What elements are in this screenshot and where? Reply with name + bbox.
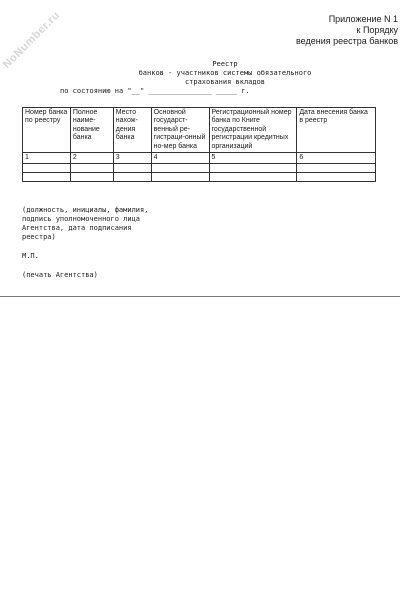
registry-table: [22, 107, 376, 182]
column-header: Регистрационный номер банка по Книге государственной регистрации кредитных организаций: [209, 108, 297, 153]
signature-caption-line-1: (должность, инициалы, фамилия,: [22, 206, 149, 214]
column-number: 3: [113, 153, 151, 164]
appendix-note: [296, 14, 398, 47]
table-cell: [151, 173, 209, 182]
watermark: NoNumber.ru: [0, 9, 63, 71]
table-cell: [209, 173, 297, 182]
column-number: 6: [297, 153, 376, 164]
column-header: Дата внесения банка в реестр: [297, 108, 376, 153]
column-number-row: [23, 153, 376, 164]
table-cell: [70, 164, 113, 173]
title-line-1: банков - участников системы обязательного: [138, 69, 312, 77]
table-cell: [297, 173, 376, 182]
document-title: [40, 60, 410, 96]
column-number: 2: [70, 153, 113, 164]
table-cell: [151, 164, 209, 173]
column-number: 5: [209, 153, 297, 164]
column-header: Номер банка по реестру: [23, 108, 71, 153]
table-cell: [113, 173, 151, 182]
column-number: 1: [23, 153, 71, 164]
appendix-line-3: ведения реестра банков: [295, 36, 398, 46]
column-header: Основной государст-венный ре-гистраци-онный но-мер банка: [151, 108, 209, 153]
appendix-line-2: к Порядку: [356, 25, 398, 35]
bottom-divider: [0, 296, 400, 297]
table-cell: [70, 173, 113, 182]
title-line-2: страхования вкладов: [184, 78, 266, 86]
table-row: [23, 164, 376, 173]
table-cell: [23, 164, 71, 173]
table-row: [23, 173, 376, 182]
column-header: Место нахож-дения банка: [113, 108, 151, 153]
stamp-caption: (печать Агентства): [22, 271, 98, 279]
seal-place-label: М.П.: [22, 252, 39, 260]
table-cell: [23, 173, 71, 182]
as-of-date-line: по состоянию на "__" _______________ _____ г.: [60, 87, 250, 95]
table-cell: [209, 164, 297, 173]
column-header: Полное наиме-нование банка: [70, 108, 113, 153]
column-number: 4: [151, 153, 209, 164]
table-cell: [113, 164, 151, 173]
table-cell: [297, 164, 376, 173]
signature-caption-line-4: реестра): [22, 233, 56, 241]
signature-block: [22, 206, 322, 280]
title-heading: Реестр: [212, 60, 238, 68]
table-header-row: [23, 108, 376, 153]
signature-caption-line-3: Агентства, дата подписания: [22, 224, 132, 232]
signature-caption-line-2: подпись уполномоченного лица: [22, 215, 141, 223]
appendix-line-1: Приложение N 1: [328, 14, 398, 24]
